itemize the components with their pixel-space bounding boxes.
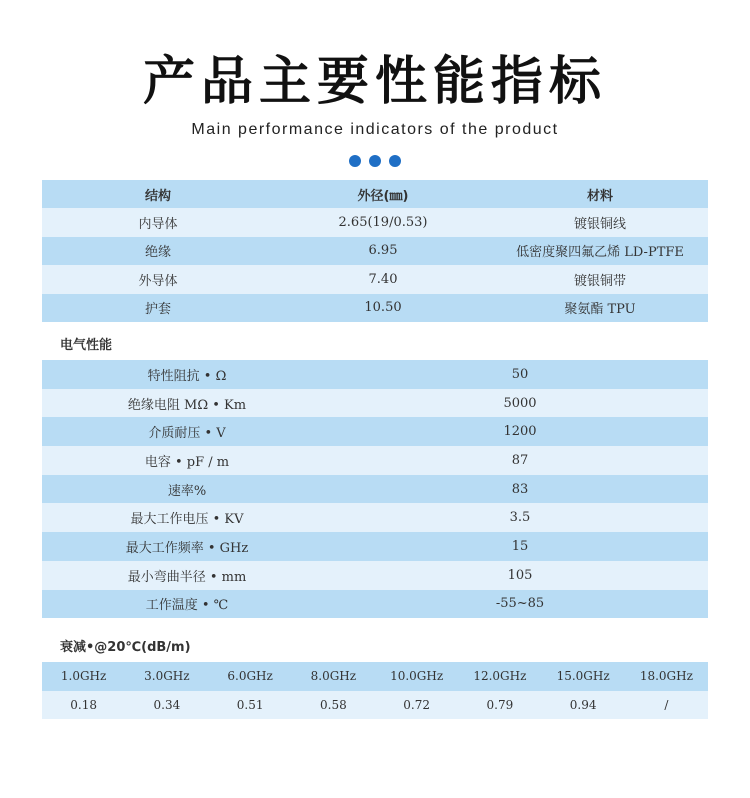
attenuation-table (42, 662, 708, 719)
cell-frequency: 10.0GHz (375, 662, 458, 691)
cell-attenuation: 0.18 (42, 691, 125, 720)
cell-property: 工作温度 • ℃ (42, 590, 332, 619)
cell-attenuation: 0.94 (542, 691, 625, 720)
cell-attenuation: 0.34 (125, 691, 208, 720)
structure-table (42, 180, 708, 322)
cell-value: 1200 (332, 417, 708, 446)
dot-icon (369, 155, 381, 167)
table-row (42, 389, 708, 418)
table-row (42, 265, 708, 293)
decorative-dots (0, 152, 750, 171)
cell-value: 50 (332, 360, 708, 389)
cell-frequency: 1.0GHz (42, 662, 125, 691)
attenuation-heading: 衰减•@20℃(dB/m) (60, 640, 191, 655)
electrical-table (42, 360, 708, 618)
cell-attenuation: 0.72 (375, 691, 458, 720)
cell-structure: 护套 (42, 294, 274, 322)
header-diameter: 外径(㎜) (274, 180, 492, 208)
table-row (42, 446, 708, 475)
cell-material: 低密度聚四氟乙烯 LD-PTFE (492, 237, 708, 265)
table-row (42, 561, 708, 590)
table-row (42, 360, 708, 389)
electrical-heading: 电气性能 (60, 338, 113, 353)
cell-structure: 外导体 (42, 265, 274, 293)
cell-property: 最大工作电压 • KV (42, 503, 332, 532)
cell-frequency: 15.0GHz (542, 662, 625, 691)
table-row (42, 237, 708, 265)
cell-property: 电容 • pF / m (42, 446, 332, 475)
table-row (42, 208, 708, 236)
cell-property: 特性阻抗 • Ω (42, 360, 332, 389)
cell-property: 速率% (42, 475, 332, 504)
cell-diameter: 6.95 (274, 237, 492, 265)
cell-diameter: 7.40 (274, 265, 492, 293)
table-row (42, 503, 708, 532)
cell-structure: 绝缘 (42, 237, 274, 265)
cell-diameter: 2.65(19/0.53) (274, 208, 492, 236)
dot-icon (389, 155, 401, 167)
cell-attenuation: / (625, 691, 708, 720)
table-row (42, 294, 708, 322)
page-subtitle: Main performance indicators of the product (191, 121, 559, 138)
cell-value: 87 (332, 446, 708, 475)
cell-value: 5000 (332, 389, 708, 418)
cell-attenuation: 0.79 (458, 691, 541, 720)
table-row (42, 417, 708, 446)
cell-value: 15 (332, 532, 708, 561)
cell-value: -55~85 (332, 590, 708, 619)
cell-value: 83 (332, 475, 708, 504)
cell-value: 105 (332, 561, 708, 590)
cell-value: 3.5 (332, 503, 708, 532)
cell-attenuation: 0.58 (292, 691, 375, 720)
table-row (42, 590, 708, 619)
cell-frequency: 8.0GHz (292, 662, 375, 691)
cell-structure: 内导体 (42, 208, 274, 236)
header-material: 材料 (492, 180, 708, 208)
cell-frequency: 3.0GHz (125, 662, 208, 691)
table-header-row (42, 180, 708, 208)
cell-frequency: 12.0GHz (458, 662, 541, 691)
cell-attenuation: 0.51 (209, 691, 292, 720)
cell-frequency: 6.0GHz (209, 662, 292, 691)
table-row (42, 532, 708, 561)
cell-frequency: 18.0GHz (625, 662, 708, 691)
table-row (42, 475, 708, 504)
table-header-row (42, 662, 708, 691)
cell-material: 聚氨酯 TPU (492, 294, 708, 322)
cell-property: 介质耐压 • V (42, 417, 332, 446)
page-title: 产品主要性能指标 (142, 52, 607, 112)
table-row (42, 691, 708, 720)
cell-property: 最小弯曲半径 • mm (42, 561, 332, 590)
cell-property: 绝缘电阻 MΩ • Km (42, 389, 332, 418)
cell-material: 镀银铜线 (492, 208, 708, 236)
header-structure: 结构 (42, 180, 274, 208)
dot-icon (349, 155, 361, 167)
cell-material: 镀银铜带 (492, 265, 708, 293)
cell-property: 最大工作频率 • GHz (42, 532, 332, 561)
cell-diameter: 10.50 (274, 294, 492, 322)
